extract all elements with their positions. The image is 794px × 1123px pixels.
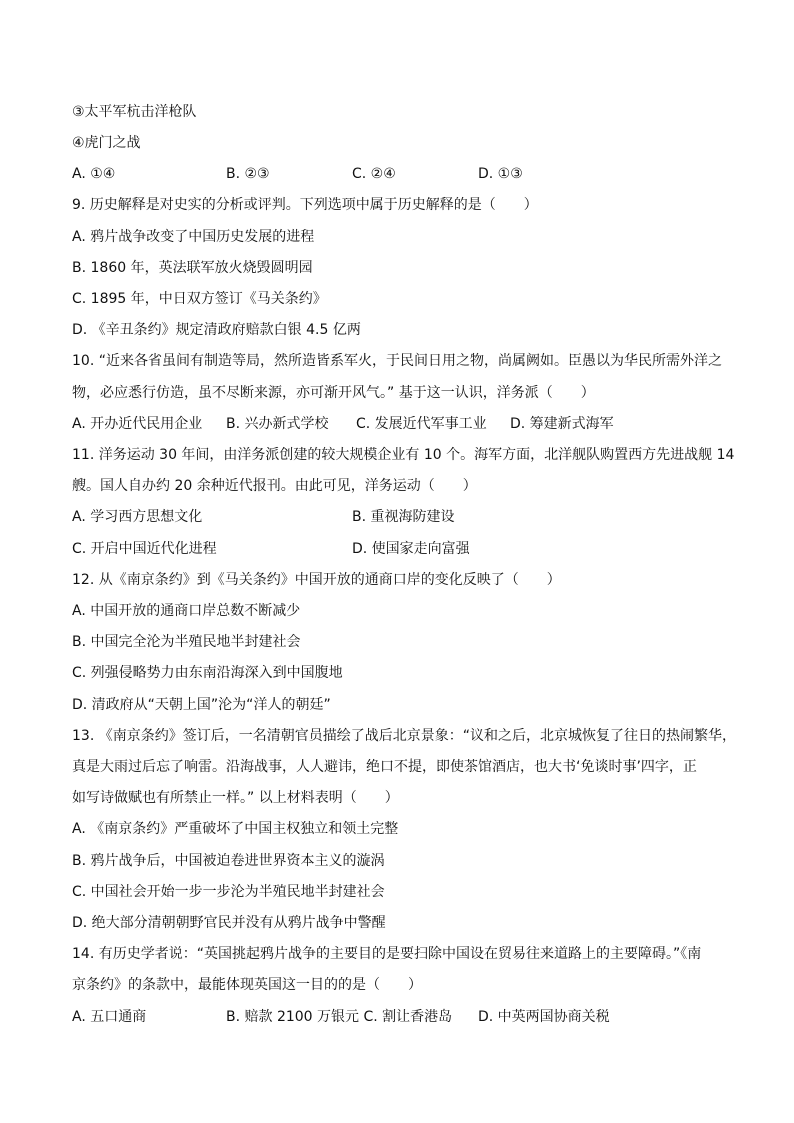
- q14-option-b-c[interactable]: B. 赔款 2100 万银元 C. 割让香港岛: [226, 1009, 453, 1025]
- q11-options-row2: [72, 539, 732, 559]
- q9-stem: 9. 历史解释是对史实的分析或评判。下列选项中属于历史解释的是（ ）: [72, 197, 538, 213]
- q9-option-d[interactable]: D. 《辛丑条约》规定清政府赔款白银 4.5 亿两: [72, 322, 361, 338]
- q11-stem-line1: 11. 洋务运动 30 年间，由洋务派创建的较大规模企业有 10 个。海军方面，北洋舰队购置西方先进战舰 14: [72, 447, 735, 463]
- q11-option-d[interactable]: D. 使国家走向富强: [352, 541, 470, 557]
- q13-option-d[interactable]: D. 绝大部分清朝朝野官民并没有从鸦片战争中警醒: [72, 915, 386, 931]
- q11-stem-line2: 艘。国人自办约 20 余种近代报刊。由此可见，洋务运动（ ）: [72, 478, 477, 494]
- q11-option-b[interactable]: B. 重视海防建设: [352, 509, 455, 525]
- q12-option-b[interactable]: B. 中国完全沦为半殖民地半封建社会: [72, 634, 301, 650]
- q9-option-a[interactable]: A. 鸦片战争改变了中国历史发展的进程: [72, 229, 315, 245]
- q10-options: [72, 414, 732, 434]
- q8-item-3: ③太平军杭击洋枪队: [72, 104, 197, 120]
- q9-option-b[interactable]: B. 1860 年，英法联军放火烧毁圆明园: [72, 260, 313, 276]
- q13-stem-line3: 如写诗做赋也有所禁止一样。” 以上材料表明（ ）: [72, 790, 399, 806]
- q10-option-d[interactable]: D. 筹建新式海军: [510, 416, 614, 432]
- q14-stem-line2: 京条约》的条款中，最能体现英国这一目的的是（ ）: [72, 977, 422, 993]
- q8-options: [72, 164, 732, 184]
- q8-option-b[interactable]: B. ②③: [226, 166, 270, 182]
- q11-option-c[interactable]: C. 开启中国近代化进程: [72, 541, 217, 557]
- q14-option-d[interactable]: D. 中英两国协商关税: [478, 1009, 610, 1025]
- q12-stem: 12. 从《南京条约》到《马关条约》中国开放的通商口岸的变化反映了（ ）: [72, 572, 561, 588]
- q8-option-d[interactable]: D. ①③: [478, 166, 523, 182]
- q11-options-row1: [72, 507, 732, 527]
- q9-option-c[interactable]: C. 1895 年，中日双方签订《马关条约》: [72, 291, 327, 307]
- q10-option-b[interactable]: B. 兴办新式学校: [226, 416, 329, 432]
- q14-option-a[interactable]: A. 五口通商: [72, 1009, 147, 1025]
- q11-option-a[interactable]: A. 学习西方思想文化: [72, 509, 203, 525]
- q10-stem-line1: 10. “近来各省虽间有制造等局，然所造皆系军火，于民间日用之物，尚属阙如。臣愚以为华民所需外洋之: [72, 353, 722, 369]
- q8-item-4: ④虎门之战: [72, 135, 141, 151]
- q13-option-c[interactable]: C. 中国社会开始一步一步沦为半殖民地半封建社会: [72, 884, 385, 900]
- q8-option-a[interactable]: A. ①④: [72, 166, 116, 182]
- q14-stem-line1: 14. 有历史学者说：“英国挑起鸦片战争的主要目的是要扫除中国设在贸易往来道路上的主要障碍。”《南: [72, 946, 702, 962]
- q8-option-c[interactable]: C. ②④: [352, 166, 396, 182]
- q10-option-c[interactable]: C. 发展近代军事工业: [356, 416, 487, 432]
- q10-option-a[interactable]: A. 开办近代民用企业: [72, 416, 203, 432]
- q12-option-c[interactable]: C. 列强侵略势力由东南沿海深入到中国腹地: [72, 665, 343, 681]
- q10-stem-line2: 物，必应悉行仿造，虽不尽断来源，亦可渐开风气。” 基于这一认识，洋务派（ ）: [72, 385, 595, 401]
- q13-stem-line2: 真是大雨过后忘了响雷。沿海战事，人人避讳，绝口不提，即使茶馆酒店，也大书‘免谈时事’四字，正: [72, 759, 697, 775]
- q12-option-d[interactable]: D. 清政府从“天朝上国”沦为“洋人的朝廷”: [72, 697, 331, 713]
- q13-option-b[interactable]: B. 鸦片战争后，中国被迫卷进世界资本主义的漩涡: [72, 853, 385, 869]
- q13-stem-line1: 13. 《南京条约》签订后，一名清朝官员描绘了战后北京景象：“议和之后，北京城恢复了往日的热闹繁华，: [72, 728, 736, 744]
- q14-options: [72, 1007, 732, 1027]
- q13-option-a[interactable]: A. 《南京条约》严重破坏了中国主权独立和领土完整: [72, 821, 399, 837]
- q12-option-a[interactable]: A. 中国开放的通商口岸总数不断减少: [72, 603, 301, 619]
